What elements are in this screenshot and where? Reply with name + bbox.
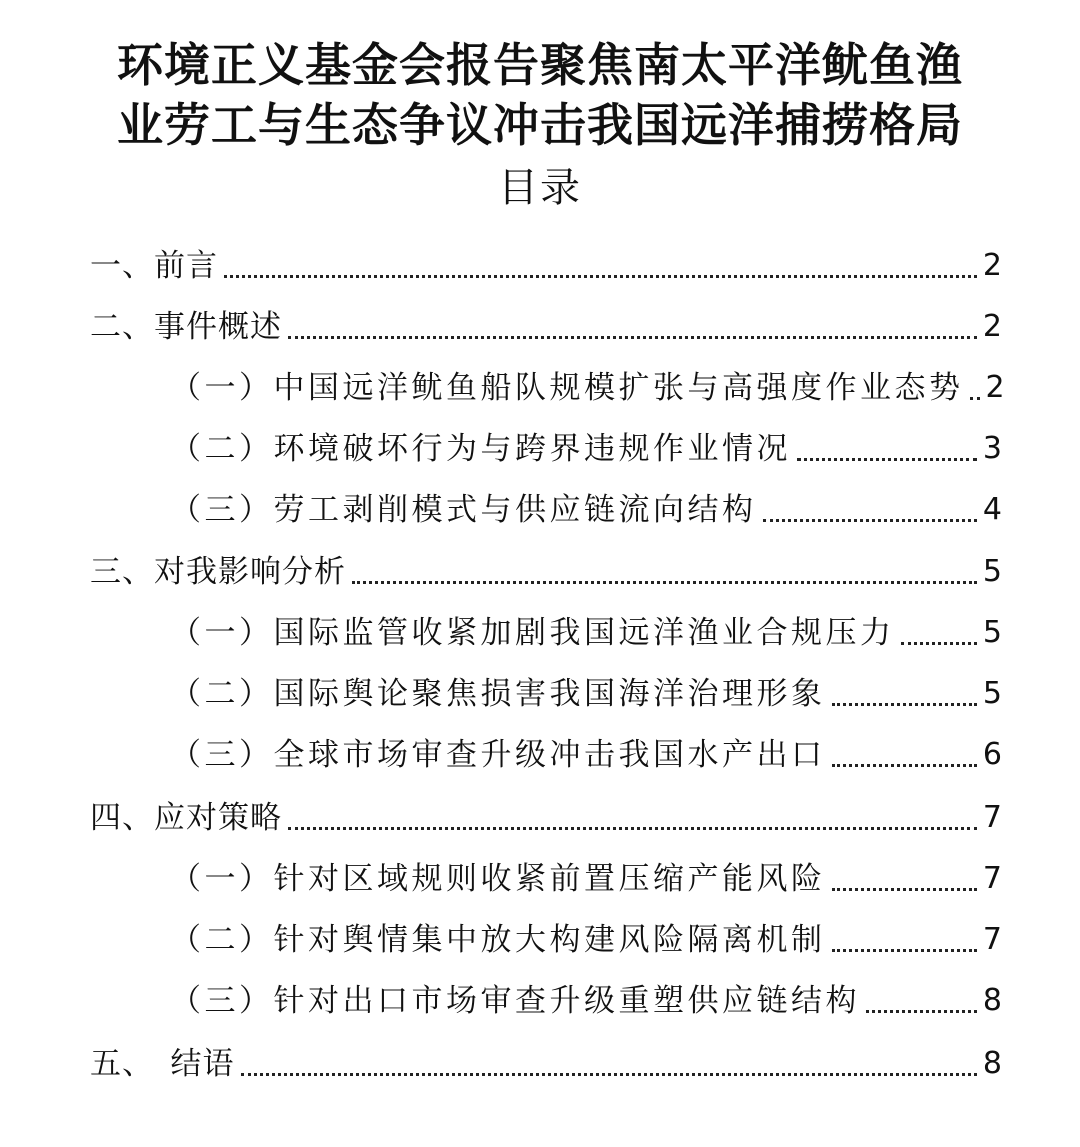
toc-page-number: 7 [982,800,1002,835]
toc-page-number: 2 [985,370,1005,405]
toc-entry-label: 五、 结语 [90,1046,235,1082]
toc-dot-leader [224,275,977,278]
toc-page-number: 7 [982,861,1002,896]
toc-page-number: 8 [982,1046,1002,1081]
toc-entry-label: （一）中国远洋鱿鱼船队规模扩张与高强度作业态势 [170,370,964,406]
toc-entry-supply-chain [170,973,1002,1021]
toc-dot-leader [832,703,977,706]
toc-page-number: 2 [982,309,1002,344]
toc-entry-regulatory-pressure [170,605,1002,653]
toc-entry-overview [90,299,1002,347]
toc-entry-label: （二）环境破坏行为与跨界违规作业情况 [170,431,791,467]
toc-dot-leader [288,336,977,339]
toc-page-number: 8 [982,983,1002,1018]
toc-entry-label: 三、对我影响分析 [90,554,346,590]
toc-entry-label: （一）国际监管收紧加剧我国远洋渔业合规压力 [170,615,895,651]
toc-page-number: 5 [982,676,1002,711]
toc-entry-impact-analysis [90,544,1002,592]
document-title-line-1: 环境正义基金会报告聚焦南太平洋鱿鱼渔 [117,38,963,92]
toc-dot-leader [241,1073,977,1076]
toc-entry-preface [90,238,1002,286]
toc-dot-leader [832,949,977,952]
toc-page-number: 7 [982,922,1002,957]
toc-entry-label: 四、应对策略 [90,800,282,836]
toc-entry-label: 二、事件概述 [90,309,282,345]
toc-dot-leader [763,519,977,522]
toc-dot-leader [832,764,977,767]
toc-dot-leader [797,458,977,461]
toc-entry-capacity-risk [170,851,1002,899]
toc-entry-fleet-expansion [170,360,1005,408]
toc-page-number: 6 [982,737,1002,772]
document-title-line-2: 业劳工与生态争议冲击我国远洋捕捞格局 [117,98,963,152]
toc-entry-label: （二）国际舆论聚焦损害我国海洋治理形象 [170,676,826,712]
toc-entry-strategies [90,790,1002,838]
toc-page-number: 3 [982,431,1002,466]
toc-dot-leader [288,827,977,830]
toc-dot-leader [970,397,980,400]
toc-page-number: 4 [982,492,1002,527]
toc-page-number: 5 [982,554,1002,589]
toc-entry-risk-isolation [170,912,1002,960]
toc-page-number: 2 [982,248,1002,283]
toc-entry-labor-exploitation [170,482,1002,530]
toc-entry-label: （三）针对出口市场审查升级重塑供应链结构 [170,983,860,1019]
toc-entry-label: 一、前言 [90,248,218,284]
toc-dot-leader [901,642,977,645]
toc-entry-market-scrutiny [170,727,1002,775]
toc-entry-label: （三）全球市场审查升级冲击我国水产出口 [170,737,826,773]
toc-dot-leader [832,888,977,891]
toc-page-number: 5 [982,615,1002,650]
toc-entry-label: （一）针对区域规则收紧前置压缩产能风险 [170,861,826,897]
toc-entry-public-opinion [170,666,1002,714]
toc-entry-conclusion [90,1036,1002,1084]
toc-heading: 目录 [498,165,582,211]
toc-entry-label: （三）劳工剥削模式与供应链流向结构 [170,492,757,528]
toc-dot-leader [352,581,977,584]
toc-dot-leader [866,1010,977,1013]
toc-entry-environmental-damage [170,421,1002,469]
toc-entry-label: （二）针对舆情集中放大构建风险隔离机制 [170,922,826,958]
